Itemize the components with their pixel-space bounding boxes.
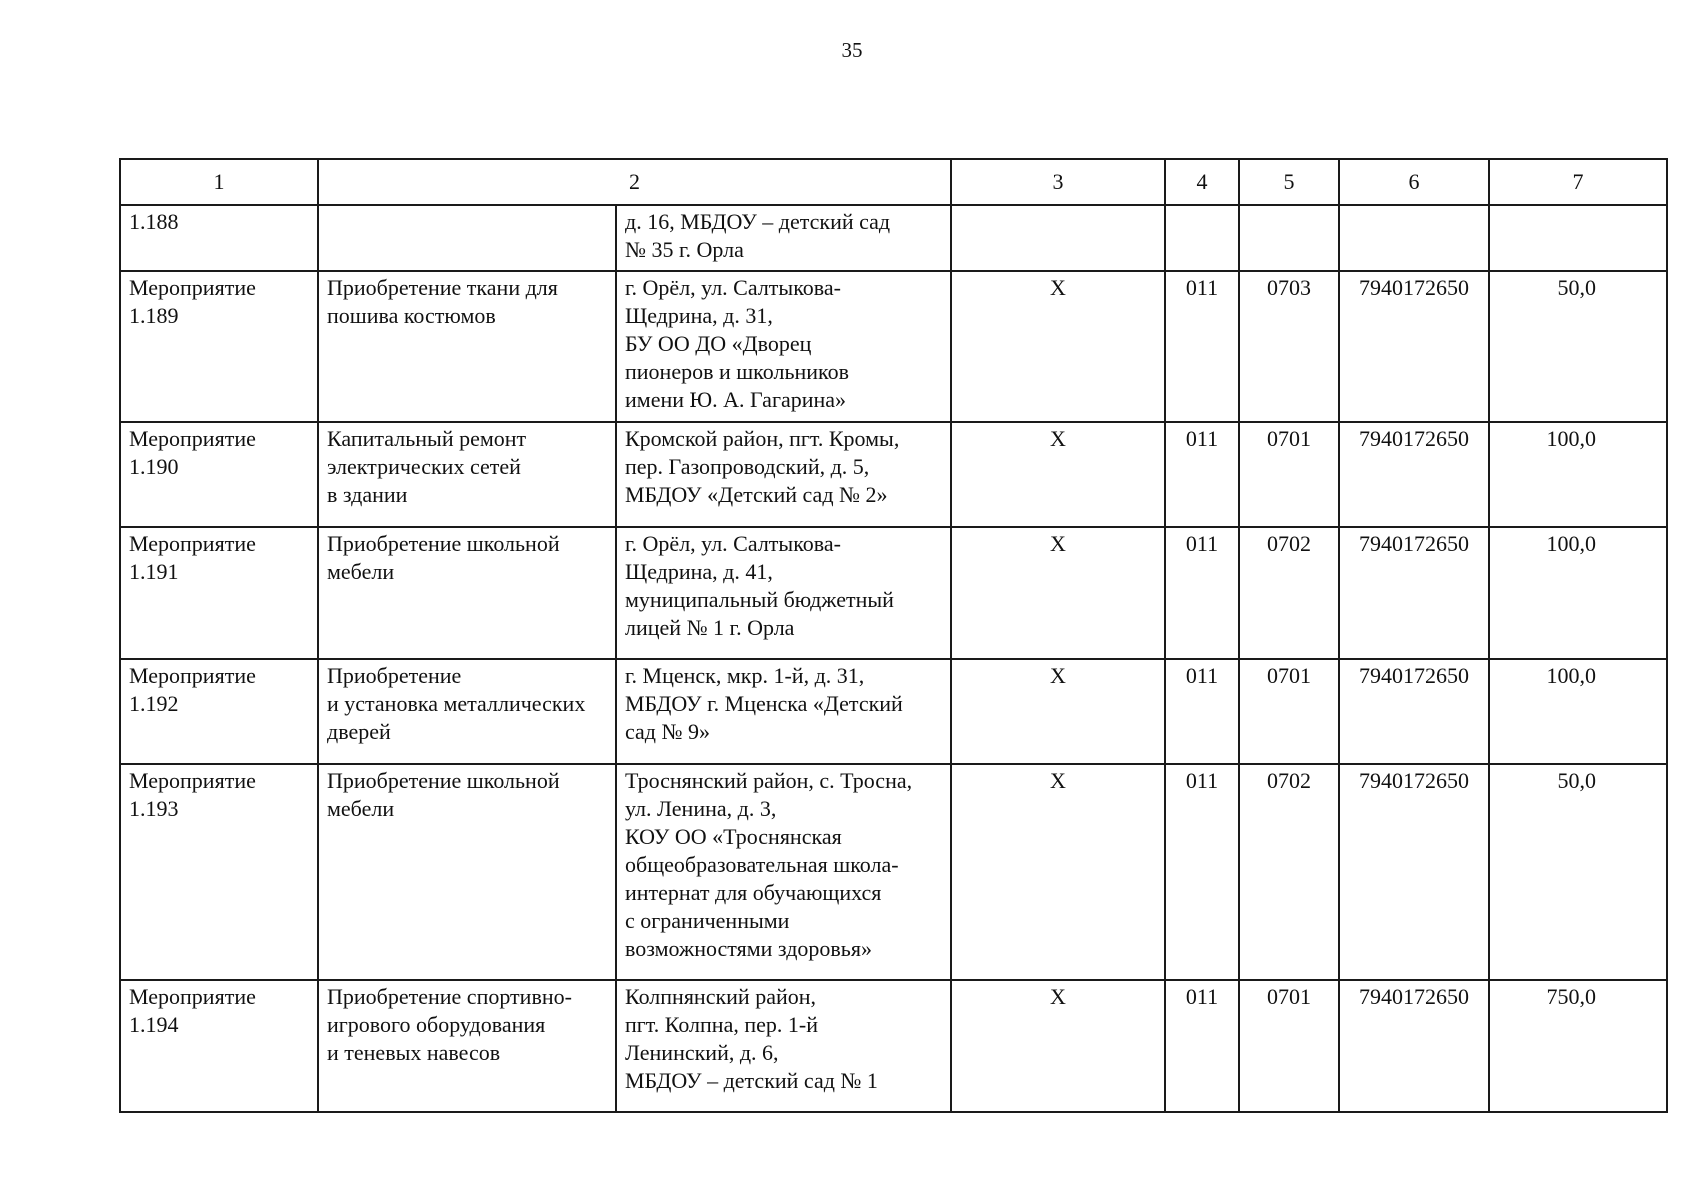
col-5-value: 0701 <box>1239 659 1339 764</box>
col-6-value: 7940172650 <box>1339 527 1489 659</box>
table-row <box>120 422 1667 527</box>
col-3-value: Х <box>951 271 1165 422</box>
col-4-value: 011 <box>1165 764 1239 980</box>
col-5-value: 0702 <box>1239 764 1339 980</box>
col-5-value: 0701 <box>1239 980 1339 1112</box>
col-4-value: 011 <box>1165 527 1239 659</box>
col-5-value: 0702 <box>1239 527 1339 659</box>
col-6-value: 7940172650 <box>1339 980 1489 1112</box>
col-4-value: 011 <box>1165 271 1239 422</box>
col-3-value: Х <box>951 422 1165 527</box>
col-6-value: 7940172650 <box>1339 764 1489 980</box>
table-row <box>120 659 1667 764</box>
table-row <box>120 980 1667 1112</box>
measure-id: Мероприятие 1.189 <box>120 271 318 422</box>
table-row <box>120 271 1667 422</box>
col-4-value: 011 <box>1165 422 1239 527</box>
col-6-value: 7940172650 <box>1339 422 1489 527</box>
measure-address: д. 16, МБДОУ – детский сад № 35 г. Орла <box>616 205 951 271</box>
header-col-2: 2 <box>318 159 951 205</box>
measure-id: Мероприятие 1.194 <box>120 980 318 1112</box>
measure-id: Мероприятие 1.191 <box>120 527 318 659</box>
header-col-5: 5 <box>1239 159 1339 205</box>
measure-address: Колпнянский район, пгт. Колпна, пер. 1-й Ленинский, д. 6, МБДОУ – детский сад № 1 <box>616 980 951 1112</box>
measure-name: Приобретение спортивно- игрового оборудования и теневых навесов <box>318 980 616 1112</box>
col-7-value: 100,0 <box>1489 422 1667 527</box>
table-row <box>120 205 1667 271</box>
col-7-value: 100,0 <box>1489 527 1667 659</box>
col-4-value: 011 <box>1165 980 1239 1112</box>
measure-address: Кромской район, пгт. Кромы, пер. Газопроводский, д. 5, МБДОУ «Детский сад № 2» <box>616 422 951 527</box>
col-5-value <box>1239 205 1339 271</box>
col-7-value: 50,0 <box>1489 764 1667 980</box>
measure-name: Приобретение школьной мебели <box>318 764 616 980</box>
header-col-1: 1 <box>120 159 318 205</box>
col-7-value: 50,0 <box>1489 271 1667 422</box>
measure-address: г. Орёл, ул. Салтыкова- Щедрина, д. 31, БУ ОО ДО «Дворец пионеров и школьников имени Ю. А. Гагарина» <box>616 271 951 422</box>
measure-id: Мероприятие 1.190 <box>120 422 318 527</box>
col-5-value: 0703 <box>1239 271 1339 422</box>
measure-address: Троснянский район, с. Тросна, ул. Ленина, д. 3, КОУ ОО «Троснянская общеобразовательная школа- интернат для обучающихся с ограниченными возможностями здоровья» <box>616 764 951 980</box>
header-col-6: 6 <box>1339 159 1489 205</box>
measure-id: 1.188 <box>120 205 318 271</box>
measure-name: Приобретение и установка металлических дверей <box>318 659 616 764</box>
table-row <box>120 764 1667 980</box>
measure-address: г. Мценск, мкр. 1-й, д. 31, МБДОУ г. Мценска «Детский сад № 9» <box>616 659 951 764</box>
col-7-value <box>1489 205 1667 271</box>
col-4-value: 011 <box>1165 659 1239 764</box>
col-7-value: 100,0 <box>1489 659 1667 764</box>
col-3-value: Х <box>951 659 1165 764</box>
header-row <box>120 159 1667 205</box>
col-3-value: Х <box>951 764 1165 980</box>
measure-id: Мероприятие 1.192 <box>120 659 318 764</box>
header-col-3: 3 <box>951 159 1165 205</box>
header-col-4: 4 <box>1165 159 1239 205</box>
col-6-value <box>1339 205 1489 271</box>
measure-id: Мероприятие 1.193 <box>120 764 318 980</box>
measure-name <box>318 205 616 271</box>
table-row <box>120 527 1667 659</box>
page-number: 35 <box>841 38 863 62</box>
measure-name: Приобретение ткани для пошива костюмов <box>318 271 616 422</box>
measure-name: Приобретение школьной мебели <box>318 527 616 659</box>
col-3-value: Х <box>951 527 1165 659</box>
col-6-value: 7940172650 <box>1339 659 1489 764</box>
col-7-value: 750,0 <box>1489 980 1667 1112</box>
col-5-value: 0701 <box>1239 422 1339 527</box>
measure-address: г. Орёл, ул. Салтыкова- Щедрина, д. 41, муниципальный бюджетный лицей № 1 г. Орла <box>616 527 951 659</box>
header-col-7: 7 <box>1489 159 1667 205</box>
budget-table <box>119 158 1668 1113</box>
col-3-value <box>951 205 1165 271</box>
col-6-value: 7940172650 <box>1339 271 1489 422</box>
col-3-value: Х <box>951 980 1165 1112</box>
col-4-value <box>1165 205 1239 271</box>
measure-name: Капитальный ремонт электрических сетей в здании <box>318 422 616 527</box>
